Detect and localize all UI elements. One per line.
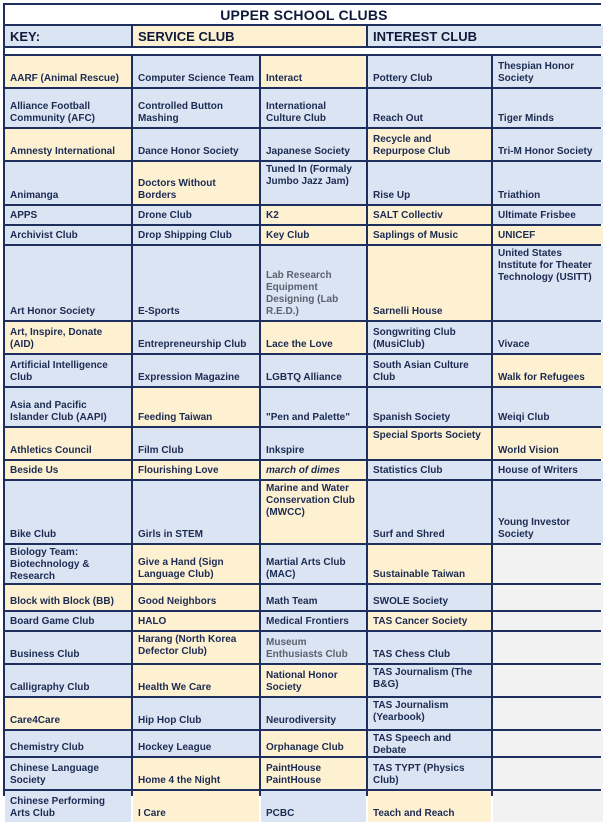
club-name: PCBC bbox=[266, 808, 295, 819]
club-cell bbox=[5, 632, 131, 663]
club-name: TAS Speech and Debate bbox=[373, 733, 452, 756]
club-name: AARF (Animal Rescue) bbox=[10, 73, 119, 84]
club-name: I Care bbox=[138, 808, 166, 819]
key-interest-club: INTEREST CLUB bbox=[368, 26, 603, 46]
club-name: APPS bbox=[10, 210, 38, 221]
club-name: Alliance Football Community (AFC) bbox=[10, 101, 95, 124]
club-name: House of Writers bbox=[498, 465, 578, 476]
club-name: LGBTQ Alliance bbox=[266, 372, 342, 383]
club-cell bbox=[493, 89, 603, 127]
club-cell bbox=[5, 758, 131, 789]
club-cell bbox=[261, 461, 366, 479]
club-cell bbox=[261, 226, 366, 244]
empty-cell bbox=[493, 545, 603, 583]
club-name: Statistics Club bbox=[373, 465, 443, 476]
club-name: Vivace bbox=[498, 339, 530, 350]
club-name: TAS TYPT (Physics Club) bbox=[373, 763, 465, 786]
club-name: Tiger Minds bbox=[498, 113, 554, 124]
club-name: Amnesty International bbox=[10, 146, 116, 157]
club-name: Film Club bbox=[138, 445, 184, 456]
club-name: Care4Care bbox=[10, 715, 61, 726]
club-name: Martial Arts Club (MAC) bbox=[266, 557, 346, 580]
club-name: Biology Team: Biotechnology & Research bbox=[10, 547, 90, 582]
club-cell bbox=[133, 246, 259, 320]
club-name: Dance Honor Society bbox=[138, 146, 239, 157]
club-name: Teach and Reach bbox=[373, 808, 455, 819]
club-cell bbox=[368, 56, 491, 87]
club-cell bbox=[5, 355, 131, 386]
club-name: Reach Out bbox=[373, 113, 424, 124]
club-name: Thespian Honor Society bbox=[498, 61, 575, 84]
club-name: Walk for Refugees bbox=[498, 372, 585, 383]
club-name: Inkspire bbox=[266, 445, 305, 456]
club-name: PaintHouse PaintHouse bbox=[266, 763, 322, 786]
club-cell bbox=[133, 731, 259, 756]
club-cell bbox=[133, 89, 259, 127]
empty-cell bbox=[493, 632, 603, 663]
club-cell bbox=[5, 791, 131, 822]
club-cell bbox=[5, 698, 131, 729]
club-cell bbox=[133, 758, 259, 789]
empty-cell bbox=[493, 731, 603, 756]
empty-cell bbox=[493, 698, 603, 729]
club-cell bbox=[261, 665, 366, 696]
club-cell bbox=[5, 226, 131, 244]
club-cell bbox=[368, 545, 491, 583]
club-name: National Honor Society bbox=[266, 670, 338, 693]
club-cell bbox=[5, 322, 131, 353]
club-cell bbox=[368, 246, 491, 320]
club-cell bbox=[133, 206, 259, 224]
club-cell bbox=[133, 791, 259, 822]
club-cell bbox=[368, 129, 491, 160]
club-name: Rise Up bbox=[373, 190, 411, 201]
club-cell bbox=[493, 428, 603, 459]
club-name: Expression Magazine bbox=[138, 372, 240, 383]
club-name: Orphanage Club bbox=[266, 742, 344, 753]
club-name: HALO bbox=[138, 616, 167, 627]
club-cell bbox=[261, 388, 366, 426]
club-cell bbox=[261, 731, 366, 756]
table-title: UPPER SCHOOL CLUBS bbox=[5, 5, 603, 24]
club-cell bbox=[133, 585, 259, 610]
club-cell bbox=[5, 89, 131, 127]
club-cell bbox=[5, 545, 131, 583]
club-cell bbox=[261, 206, 366, 224]
club-name: Archivist Club bbox=[10, 230, 78, 241]
club-name: Business Club bbox=[10, 649, 80, 660]
club-cell bbox=[493, 388, 603, 426]
club-name: TAS Cancer Society bbox=[373, 616, 468, 627]
club-name: Sustainable Taiwan bbox=[373, 569, 466, 580]
club-name: Weiqi Club bbox=[498, 412, 550, 423]
club-cell bbox=[368, 612, 491, 630]
club-cell bbox=[368, 206, 491, 224]
club-name: South Asian Culture Club bbox=[373, 360, 469, 383]
club-name: UNICEF bbox=[498, 230, 536, 241]
club-cell bbox=[368, 665, 491, 696]
club-name: Controlled Button Mashing bbox=[138, 101, 223, 124]
club-cell bbox=[261, 481, 366, 543]
club-name: Home 4 the Night bbox=[138, 775, 221, 786]
club-cell bbox=[5, 428, 131, 459]
club-cell bbox=[368, 585, 491, 610]
club-cell bbox=[261, 698, 366, 729]
club-name: Chinese Language Society bbox=[10, 763, 99, 786]
key-label: KEY: bbox=[5, 26, 131, 46]
club-name: "Pen and Palette" bbox=[266, 412, 350, 423]
club-name: Drop Shipping Club bbox=[138, 230, 232, 241]
club-name: Chemistry Club bbox=[10, 742, 84, 753]
club-name: SALT Collectiv bbox=[373, 210, 443, 221]
club-cell bbox=[261, 89, 366, 127]
empty-cell bbox=[493, 791, 603, 822]
empty-cell bbox=[493, 585, 603, 610]
club-cell bbox=[5, 206, 131, 224]
club-cell bbox=[133, 698, 259, 729]
club-cell bbox=[5, 56, 131, 87]
club-name: Lace the Love bbox=[266, 339, 333, 350]
club-cell bbox=[261, 585, 366, 610]
club-cell bbox=[5, 612, 131, 630]
key-spacer bbox=[5, 48, 603, 54]
club-cell bbox=[133, 461, 259, 479]
club-name: Drone Club bbox=[138, 210, 192, 221]
club-cell bbox=[5, 246, 131, 320]
club-cell bbox=[5, 162, 131, 204]
club-cell bbox=[261, 428, 366, 459]
club-name: Songwriting Club (MusiClub) bbox=[373, 327, 456, 350]
club-cell bbox=[261, 545, 366, 583]
club-name: Artificial Intelligence Club bbox=[10, 360, 108, 383]
club-cell bbox=[493, 246, 603, 320]
club-name: Give a Hand (Sign Language Club) bbox=[138, 557, 224, 580]
club-cell bbox=[368, 322, 491, 353]
club-name: Flourishing Love bbox=[138, 465, 219, 476]
club-cell bbox=[368, 388, 491, 426]
club-name: Tuned In (Formaly Jumbo Jazz Jam) bbox=[266, 164, 352, 187]
club-cell bbox=[493, 226, 603, 244]
club-name: Tri-M Honor Society bbox=[498, 146, 593, 157]
club-name: K2 bbox=[266, 210, 279, 221]
club-cell bbox=[493, 355, 603, 386]
club-name: Calligraphy Club bbox=[10, 682, 90, 693]
club-cell bbox=[368, 226, 491, 244]
club-name: Recycle and Repurpose Club bbox=[373, 134, 451, 157]
club-cell bbox=[133, 226, 259, 244]
club-name: United States Institute for Theater Technology (USITT) bbox=[498, 248, 592, 283]
club-cell bbox=[368, 461, 491, 479]
club-name: TAS Chess Club bbox=[373, 649, 451, 660]
club-name: Entrepreneurship Club bbox=[138, 339, 247, 350]
club-cell bbox=[133, 388, 259, 426]
club-cell bbox=[133, 355, 259, 386]
club-name: Spanish Society bbox=[373, 412, 451, 423]
club-cell bbox=[133, 632, 259, 663]
club-cell bbox=[368, 355, 491, 386]
club-cell bbox=[368, 162, 491, 204]
empty-cell bbox=[493, 665, 603, 696]
club-cell bbox=[493, 322, 603, 353]
club-cell bbox=[368, 731, 491, 756]
club-name: Pottery Club bbox=[373, 73, 433, 84]
club-name: Doctors Without Borders bbox=[138, 178, 216, 201]
club-cell bbox=[368, 758, 491, 789]
club-cell bbox=[133, 545, 259, 583]
club-cell bbox=[133, 612, 259, 630]
club-name: Triathion bbox=[498, 190, 541, 201]
club-cell bbox=[261, 758, 366, 789]
club-name: Lab Research Equipment Designing (Lab R.E.D.) bbox=[266, 270, 339, 317]
club-name: Neurodiversity bbox=[266, 715, 337, 726]
club-name: Girls in STEM bbox=[138, 529, 204, 540]
club-name: Marine and Water Conservation Club (MWCC) bbox=[266, 483, 355, 518]
club-name: Block with Block (BB) bbox=[10, 596, 114, 607]
club-cell bbox=[133, 428, 259, 459]
club-cell bbox=[493, 56, 603, 87]
club-name: march of dimes bbox=[266, 465, 340, 476]
club-name: Good Neighbors bbox=[138, 596, 217, 607]
club-cell bbox=[368, 428, 491, 459]
club-name: Art Honor Society bbox=[10, 306, 96, 317]
club-cell bbox=[133, 162, 259, 204]
club-cell bbox=[261, 246, 366, 320]
club-cell bbox=[261, 632, 366, 663]
club-name: Surf and Shred bbox=[373, 529, 445, 540]
club-cell bbox=[5, 481, 131, 543]
club-cell bbox=[261, 791, 366, 822]
club-cell bbox=[493, 206, 603, 224]
club-name: World Vision bbox=[498, 445, 559, 456]
club-cell bbox=[368, 698, 491, 729]
club-cell bbox=[5, 129, 131, 160]
club-cell bbox=[133, 322, 259, 353]
club-cell bbox=[133, 665, 259, 696]
club-name: Asia and Pacific Islander Club (AAPI) bbox=[10, 400, 107, 423]
club-cell bbox=[261, 612, 366, 630]
empty-cell bbox=[493, 758, 603, 789]
club-cell bbox=[261, 355, 366, 386]
club-name: Hip Hop Club bbox=[138, 715, 202, 726]
club-name: Health We Care bbox=[138, 682, 212, 693]
club-cell bbox=[493, 162, 603, 204]
key-service-club: SERVICE CLUB bbox=[133, 26, 366, 46]
club-name: TAS Journalism (Yearbook) bbox=[373, 700, 449, 723]
club-cell bbox=[5, 731, 131, 756]
club-name: Ultimate Frisbee bbox=[498, 210, 576, 221]
club-name: Hockey League bbox=[138, 742, 212, 753]
club-cell bbox=[133, 481, 259, 543]
club-name: SWOLE Society bbox=[373, 596, 449, 607]
club-name: Saplings of Music bbox=[373, 230, 459, 241]
club-name: Medical Frontiers bbox=[266, 616, 349, 627]
club-cell bbox=[5, 665, 131, 696]
club-cell bbox=[261, 162, 366, 204]
clubs-table bbox=[3, 3, 601, 819]
club-name: Museum Enthusiasts Club bbox=[266, 637, 348, 660]
club-name: Young Investor Society bbox=[498, 517, 571, 540]
club-name: TAS Journalism (The B&G) bbox=[373, 667, 473, 690]
club-cell bbox=[5, 388, 131, 426]
club-name: E-Sports bbox=[138, 306, 180, 317]
club-name: Sarnelli House bbox=[373, 306, 443, 317]
club-cell bbox=[261, 322, 366, 353]
club-name: Special Sports Society bbox=[373, 430, 481, 441]
club-cell bbox=[368, 89, 491, 127]
club-cell bbox=[493, 129, 603, 160]
club-name: Animanga bbox=[10, 190, 59, 201]
club-cell bbox=[368, 481, 491, 543]
club-cell bbox=[261, 56, 366, 87]
club-name: Feeding Taiwan bbox=[138, 412, 213, 423]
club-name: Beside Us bbox=[10, 465, 59, 476]
club-name: Interact bbox=[266, 73, 303, 84]
club-name: Key Club bbox=[266, 230, 310, 241]
empty-cell bbox=[493, 612, 603, 630]
club-name: Athletics Council bbox=[10, 445, 92, 456]
club-cell bbox=[133, 129, 259, 160]
club-cell bbox=[261, 129, 366, 160]
club-name: International Culture Club bbox=[266, 101, 327, 124]
club-name: Computer Science Team bbox=[138, 73, 254, 84]
club-cell bbox=[5, 585, 131, 610]
club-cell bbox=[368, 791, 491, 822]
club-name: Chinese Performing Arts Club bbox=[10, 796, 106, 819]
club-cell bbox=[493, 481, 603, 543]
club-name: Harang (North Korea Defector Club) bbox=[138, 634, 237, 657]
club-name: Board Game Club bbox=[10, 616, 95, 627]
club-cell bbox=[5, 461, 131, 479]
club-cell bbox=[493, 461, 603, 479]
club-cell bbox=[133, 56, 259, 87]
club-name: Art, Inspire, Donate (AID) bbox=[10, 327, 103, 350]
club-name: Japanese Society bbox=[266, 146, 350, 157]
club-cell bbox=[368, 632, 491, 663]
club-name: Bike Club bbox=[10, 529, 57, 540]
club-name: Math Team bbox=[266, 596, 318, 607]
